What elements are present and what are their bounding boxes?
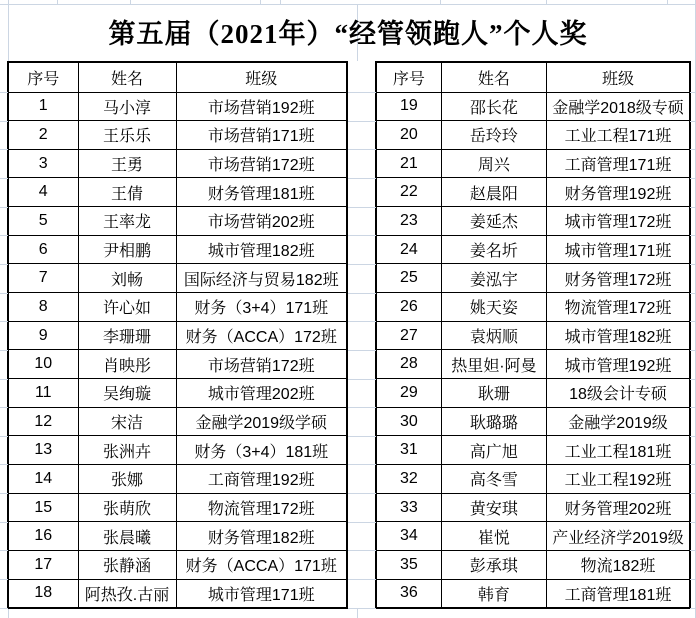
class-cell: 财务（3+4）181班: [176, 436, 347, 465]
name-cell: 李珊珊: [78, 321, 176, 350]
class-cell: 财务（ACCA）171班: [176, 551, 347, 580]
sheet-gridline: [690, 121, 696, 122]
table-row: [376, 321, 690, 350]
sheet-gridline: [0, 178, 8, 179]
table-row: [376, 121, 690, 150]
seq-cell: 19: [376, 92, 441, 121]
table-row: [8, 379, 347, 408]
class-cell: 物流管理172班: [176, 493, 347, 522]
col-header-seq: 序号: [8, 62, 78, 92]
seq-cell: 6: [8, 235, 78, 264]
sheet-gridline: [690, 235, 696, 236]
sheet-gridline: [0, 350, 8, 351]
seq-cell: 30: [376, 407, 441, 436]
sheet-gridline: [348, 608, 376, 609]
name-cell: 黄安琪: [441, 493, 546, 522]
class-cell: 工商管理192班: [176, 465, 347, 494]
name-cell: 韩育: [441, 579, 546, 608]
sheet-gridline: [690, 608, 696, 609]
table-row: [8, 235, 347, 264]
seq-cell: 24: [376, 235, 441, 264]
name-cell: 王倩: [78, 178, 176, 207]
class-cell: 财务管理172班: [547, 264, 690, 293]
table-row: [8, 121, 347, 150]
table-row: [8, 407, 347, 436]
table-row: [8, 350, 347, 379]
name-cell: 马小淳: [78, 92, 176, 121]
seq-cell: 35: [376, 551, 441, 580]
class-cell: 产业经济学2019级: [547, 522, 690, 551]
name-cell: 王勇: [78, 149, 176, 178]
seq-cell: 32: [376, 465, 441, 494]
seq-cell: 12: [8, 407, 78, 436]
name-cell: 王乐乐: [78, 121, 176, 150]
sheet-gridline: [690, 379, 696, 380]
name-cell: 张晨曦: [78, 522, 176, 551]
table-row: [8, 436, 347, 465]
seq-cell: 23: [376, 207, 441, 236]
seq-cell: 14: [8, 465, 78, 494]
table-row: [8, 178, 347, 207]
class-cell: 工商管理181班: [547, 579, 690, 608]
seq-cell: 16: [8, 522, 78, 551]
table-row: [8, 493, 347, 522]
sheet-gridline: [0, 293, 8, 294]
sheet-gridline: [0, 407, 8, 408]
name-cell: 肖映彤: [78, 350, 176, 379]
name-cell: 吴绚璇: [78, 379, 176, 408]
table-row: [376, 493, 690, 522]
table-row: [376, 264, 690, 293]
name-cell: 姚天姿: [441, 293, 546, 322]
table-row: [376, 465, 690, 494]
sheet-gridline: [348, 207, 376, 208]
seq-cell: 20: [376, 121, 441, 150]
sheet-gridline: [348, 121, 376, 122]
sheet-gridline: [690, 493, 696, 494]
sheet-gridline: [0, 4, 696, 5]
class-cell: 物流管理172班: [547, 293, 690, 322]
sheet-gridline: [690, 264, 696, 265]
sheet-gridline: [348, 92, 376, 93]
name-cell: 姜名圻: [441, 235, 546, 264]
class-cell: 工业工程192班: [547, 465, 690, 494]
header-row: [8, 62, 347, 92]
sheet-gridline: [0, 207, 8, 208]
table-row: [8, 522, 347, 551]
sheet-gridline: [0, 464, 8, 465]
header-row: [376, 62, 690, 92]
table-row: [376, 92, 690, 121]
seq-cell: 13: [8, 436, 78, 465]
table-row: [376, 551, 690, 580]
class-cell: 财务管理181班: [176, 178, 347, 207]
name-cell: 彭承琪: [441, 551, 546, 580]
seq-cell: 33: [376, 493, 441, 522]
seq-cell: 5: [8, 207, 78, 236]
seq-cell: 1: [8, 92, 78, 121]
sheet-gridline: [357, 609, 358, 618]
table-row: [8, 465, 347, 494]
sheet-gridline: [348, 379, 376, 380]
sheet-gridline: [690, 350, 696, 351]
seq-cell: 9: [8, 321, 78, 350]
sheet-gridline: [348, 350, 376, 351]
sheet-gridline: [348, 493, 376, 494]
col-header-class: 班级: [547, 62, 690, 92]
class-cell: 市场营销202班: [176, 207, 347, 236]
name-cell: 许心如: [78, 293, 176, 322]
name-cell: 岳玲玲: [441, 121, 546, 150]
seq-cell: 22: [376, 178, 441, 207]
table-row: [376, 235, 690, 264]
class-cell: 金融学2018级专硕: [547, 92, 690, 121]
sheet-gridline: [0, 608, 8, 609]
sheet-gridline: [0, 264, 8, 265]
table-row: [8, 321, 347, 350]
sheet-gridline: [0, 149, 8, 150]
sheet-gridline: [348, 235, 376, 236]
name-cell: 刘畅: [78, 264, 176, 293]
sheet-gridline: [0, 579, 8, 580]
class-cell: 财务管理192班: [547, 178, 690, 207]
name-cell: 张静涵: [78, 551, 176, 580]
sheet-gridline: [546, 0, 547, 4]
sheet-gridline: [667, 0, 668, 4]
seq-cell: 10: [8, 350, 78, 379]
seq-cell: 2: [8, 121, 78, 150]
seq-cell: 28: [376, 350, 441, 379]
table-row: [376, 579, 690, 608]
seq-cell: 21: [376, 149, 441, 178]
name-cell: 袁炳顺: [441, 321, 546, 350]
sheet-gridline: [690, 321, 696, 322]
name-cell: 尹相鹏: [78, 235, 176, 264]
table-row: [8, 149, 347, 178]
award-table-left: [7, 61, 348, 609]
seq-cell: 17: [8, 551, 78, 580]
name-cell: 高广旭: [441, 436, 546, 465]
table-row: [8, 551, 347, 580]
sheet-gridline: [348, 178, 376, 179]
table-row: [8, 207, 347, 236]
sheet-gridline: [280, 0, 281, 4]
seq-cell: 31: [376, 436, 441, 465]
name-cell: 崔悦: [441, 522, 546, 551]
seq-cell: 18: [8, 579, 78, 608]
seq-cell: 15: [8, 493, 78, 522]
sheet-gridline: [348, 264, 376, 265]
sheet-gridline: [690, 207, 696, 208]
class-cell: 财务（3+4）171班: [176, 293, 347, 322]
name-cell: 耿璐璐: [441, 407, 546, 436]
class-cell: 城市管理182班: [547, 321, 690, 350]
sheet-gridline: [690, 436, 696, 437]
class-cell: 市场营销192班: [176, 92, 347, 121]
sheet-gridline: [440, 0, 441, 4]
seq-cell: 36: [376, 579, 441, 608]
class-cell: 金融学2019级学硕: [176, 407, 347, 436]
class-cell: 工业工程171班: [547, 121, 690, 150]
sheet-gridline: [348, 550, 376, 551]
sheet-gridline: [348, 321, 376, 322]
seq-cell: 25: [376, 264, 441, 293]
seq-cell: 11: [8, 379, 78, 408]
seq-cell: 29: [376, 379, 441, 408]
sheet-gridline: [690, 550, 696, 551]
name-cell: 张娜: [78, 465, 176, 494]
name-cell: 周兴: [441, 149, 546, 178]
table-row: [376, 293, 690, 322]
name-cell: 高冬雪: [441, 465, 546, 494]
sheet-gridline: [348, 522, 376, 523]
name-cell: 耿珊: [441, 379, 546, 408]
class-cell: 城市管理172班: [547, 207, 690, 236]
table-row: [376, 407, 690, 436]
sheet-gridline: [690, 579, 696, 580]
sheet-gridline: [0, 550, 8, 551]
table-row: [376, 207, 690, 236]
class-cell: 财务管理202班: [547, 493, 690, 522]
class-cell: 物流182班: [547, 551, 690, 580]
seq-cell: 26: [376, 293, 441, 322]
class-cell: 城市管理171班: [176, 579, 347, 608]
table-row: [376, 178, 690, 207]
class-cell: 市场营销172班: [176, 149, 347, 178]
class-cell: 市场营销172班: [176, 350, 347, 379]
sheet-gridline: [8, 609, 9, 618]
seq-cell: 27: [376, 321, 441, 350]
class-cell: 城市管理171班: [547, 235, 690, 264]
sheet-gridline: [690, 522, 696, 523]
table-row: [376, 436, 690, 465]
col-header-name: 姓名: [441, 62, 546, 92]
table-row: [8, 264, 347, 293]
seq-cell: 3: [8, 149, 78, 178]
col-header-name: 姓名: [78, 62, 176, 92]
page-title: 第五届（2021年）“经管领跑人”个人奖: [108, 19, 588, 49]
sheet-gridline: [690, 293, 696, 294]
sheet-gridline: [348, 436, 376, 437]
class-cell: 财务管理182班: [176, 522, 347, 551]
name-cell: 宋洁: [78, 407, 176, 436]
sheet-gridline: [260, 0, 261, 4]
sheet-gridline: [348, 149, 376, 150]
name-cell: 张萌欣: [78, 493, 176, 522]
sheet-gridline: [690, 178, 696, 179]
sheet-gridline: [0, 493, 8, 494]
class-cell: 城市管理202班: [176, 379, 347, 408]
sheet-gridline: [690, 92, 696, 93]
sheet-gridline: [348, 407, 376, 408]
sheet-gridline: [348, 293, 376, 294]
table-row: [376, 149, 690, 178]
table-row: [376, 522, 690, 551]
class-cell: 城市管理182班: [176, 235, 347, 264]
class-cell: 市场营销171班: [176, 121, 347, 150]
class-cell: 国际经济与贸易182班: [176, 264, 347, 293]
sheet-gridline: [690, 149, 696, 150]
name-cell: 王率龙: [78, 207, 176, 236]
table-row: [376, 379, 690, 408]
class-cell: 工业工程181班: [547, 436, 690, 465]
sheet-gridline: [0, 321, 8, 322]
sheet-gridline: [0, 92, 8, 93]
class-cell: 金融学2019级: [547, 407, 690, 436]
sheet-gridline: [348, 464, 376, 465]
name-cell: 热里妲·阿曼: [441, 350, 546, 379]
name-cell: 姜泓宇: [441, 264, 546, 293]
sheet-gridline: [57, 0, 58, 4]
name-cell: 邵长花: [441, 92, 546, 121]
table-row: [8, 579, 347, 608]
name-cell: 张洲卉: [78, 436, 176, 465]
award-table-right: [375, 61, 691, 609]
sheet-gridline: [0, 121, 8, 122]
table-row: [376, 350, 690, 379]
class-cell: 城市管理192班: [547, 350, 690, 379]
sheet-gridline: [0, 436, 8, 437]
seq-cell: 7: [8, 264, 78, 293]
sheet-gridline: [0, 522, 8, 523]
seq-cell: 8: [8, 293, 78, 322]
sheet-gridline: [690, 407, 696, 408]
sheet-gridline: [690, 464, 696, 465]
sheet-gridline: [0, 379, 8, 380]
name-cell: 姜延杰: [441, 207, 546, 236]
sheet-gridline: [130, 0, 131, 4]
sheet-gridline: [348, 579, 376, 580]
seq-cell: 4: [8, 178, 78, 207]
table-row: [8, 293, 347, 322]
class-cell: 财务（ACCA）172班: [176, 321, 347, 350]
seq-cell: 34: [376, 522, 441, 551]
name-cell: 阿热孜.古丽: [78, 579, 176, 608]
sheet-gridline: [0, 235, 8, 236]
class-cell: 18级会计专硕: [547, 379, 690, 408]
col-header-class: 班级: [176, 62, 347, 92]
table-row: [8, 92, 347, 121]
col-header-seq: 序号: [376, 62, 441, 92]
class-cell: 工商管理171班: [547, 149, 690, 178]
name-cell: 赵晨阳: [441, 178, 546, 207]
